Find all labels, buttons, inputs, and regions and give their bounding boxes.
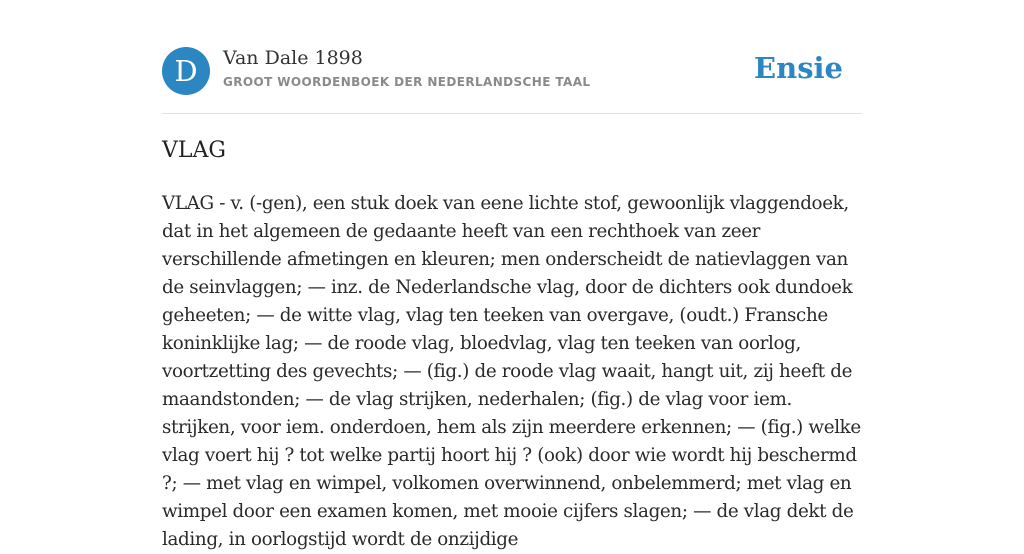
dictionary-subtitle: GROOT WOORDENBOEK DER NEDERLANDSCHE TAAL xyxy=(223,75,591,89)
header-divider xyxy=(162,113,862,114)
dictionary-header xyxy=(162,47,862,95)
brand-logo[interactable]: Ensie xyxy=(754,51,843,85)
entry-headword: VLAG xyxy=(162,138,226,163)
entry-definition: VLAG - v. (-gen), een stuk doek van eene lichte stof, gewoonlijk vlaggendoek, dat in het algemeen de gedaante heeft van een rechthoek van zeer verschillende afmetingen en kleuren; men onderscheidt de natievlaggen van de seinvlaggen; — inz. de Nederlandsche vlag, door de dichters ook dundoek geheeten; — de witte vlag, vlag ten teeken van overgave, (oudt.) Fransche koninklijke lag; — de roode vlag, bloedvlag, vlag ten teeken van oorlog, voortzetting des gevechts; — (fig.) de roode vlag waait, hangt uit, zij heeft de maandstonden; — de vlag strijken, nederhalen; (fig.) de vlag voor iem. strijken, voor iem. onderdoen, hem als zijn meerdere erkennen; — (fig.) welke vlag voert hij ? tot welke partij hoort hij ? (ook) door wie wordt hij beschermd ?; — met vlag en wimpel, volkomen overwinnend, onbelemmerd; met vlag en wimpel door een examen komen, met mooie cijfers slagen; — de vlag dekt de lading, in oorlogstijd wordt de onzijdige xyxy=(162,193,861,550)
dictionary-title[interactable]: Van Dale 1898 xyxy=(223,47,363,69)
dictionary-avatar[interactable]: D xyxy=(162,47,210,95)
